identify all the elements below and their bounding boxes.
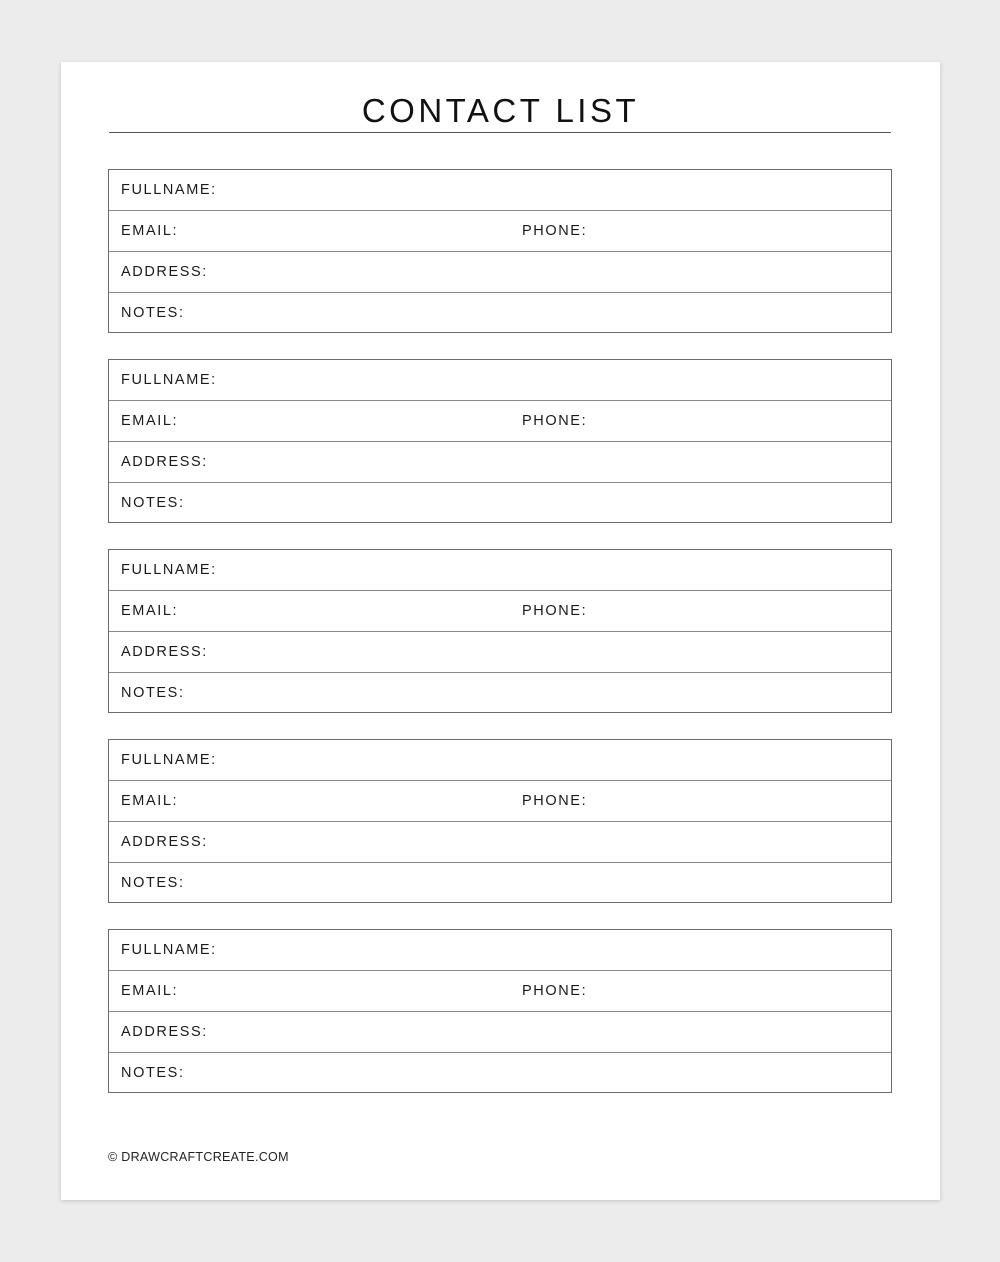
notes-label: NOTES: xyxy=(121,1065,185,1081)
address-label: ADDRESS: xyxy=(121,1024,208,1040)
fullname-row[interactable] xyxy=(109,360,891,401)
fullname-label: FULLNAME: xyxy=(121,182,217,198)
fullname-label: FULLNAME: xyxy=(121,752,217,768)
fullname-label: FULLNAME: xyxy=(121,942,217,958)
fullname-row[interactable] xyxy=(109,740,891,781)
contact-card xyxy=(108,359,892,523)
address-row[interactable] xyxy=(109,1012,891,1053)
email-label: EMAIL: xyxy=(121,413,179,429)
fullname-label: FULLNAME: xyxy=(121,372,217,388)
notes-label: NOTES: xyxy=(121,685,185,701)
contact-card xyxy=(108,739,892,903)
contact-card xyxy=(108,169,892,333)
contact-list-page xyxy=(61,62,940,1200)
notes-label: NOTES: xyxy=(121,305,185,321)
copyright-footer: © DRAWCRAFTCREATE.COM xyxy=(108,1150,289,1164)
address-row[interactable] xyxy=(109,252,891,293)
notes-row[interactable] xyxy=(109,1053,891,1093)
fullname-row[interactable] xyxy=(109,930,891,971)
phone-label: PHONE: xyxy=(522,413,588,429)
address-label: ADDRESS: xyxy=(121,834,208,850)
contact-card xyxy=(108,929,892,1093)
fullname-row[interactable] xyxy=(109,550,891,591)
email-label: EMAIL: xyxy=(121,223,179,239)
contact-card xyxy=(108,549,892,713)
fullname-row[interactable] xyxy=(109,170,891,211)
email-label: EMAIL: xyxy=(121,793,179,809)
email-phone-row[interactable] xyxy=(109,971,891,1012)
phone-label: PHONE: xyxy=(522,603,588,619)
page-title: CONTACT LIST xyxy=(361,92,640,129)
address-label: ADDRESS: xyxy=(121,264,208,280)
title-divider xyxy=(109,132,891,133)
email-phone-row[interactable] xyxy=(109,591,891,632)
address-label: ADDRESS: xyxy=(121,454,208,470)
email-label: EMAIL: xyxy=(121,603,179,619)
fullname-label: FULLNAME: xyxy=(121,562,217,578)
email-phone-row[interactable] xyxy=(109,781,891,822)
email-phone-row[interactable] xyxy=(109,401,891,442)
address-row[interactable] xyxy=(109,822,891,863)
address-row[interactable] xyxy=(109,632,891,673)
phone-label: PHONE: xyxy=(522,983,588,999)
email-label: EMAIL: xyxy=(121,983,179,999)
phone-label: PHONE: xyxy=(522,793,588,809)
address-row[interactable] xyxy=(109,442,891,483)
phone-label: PHONE: xyxy=(522,223,588,239)
notes-label: NOTES: xyxy=(121,875,185,891)
address-label: ADDRESS: xyxy=(121,644,208,660)
notes-row[interactable] xyxy=(109,673,891,713)
notes-label: NOTES: xyxy=(121,495,185,511)
email-phone-row[interactable] xyxy=(109,211,891,252)
notes-row[interactable] xyxy=(109,293,891,333)
notes-row[interactable] xyxy=(109,483,891,523)
notes-row[interactable] xyxy=(109,863,891,903)
